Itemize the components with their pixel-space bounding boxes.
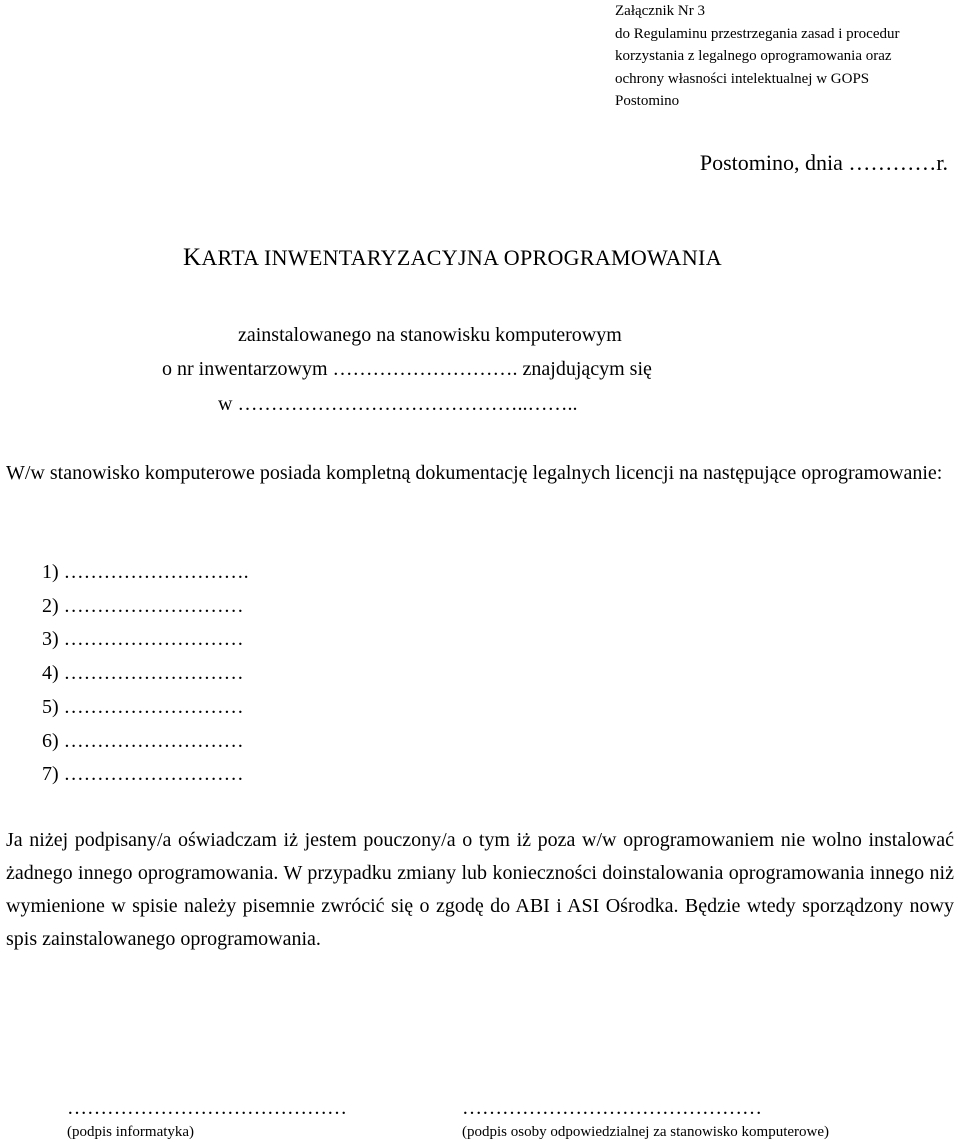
title-first-letter: K bbox=[183, 244, 202, 271]
software-list bbox=[42, 556, 249, 792]
list-item: 7) ……………………… bbox=[42, 763, 244, 786]
list-item: 6) ……………………… bbox=[42, 729, 244, 752]
annex-line: Postomino bbox=[615, 93, 680, 109]
annex-line: do Regulaminu przestrzegania zasad i procedur bbox=[615, 25, 900, 42]
subtitle-line-2: o nr inwentarzowym ………………………. znajdującym się bbox=[162, 358, 652, 380]
list-item: 1) ………………………. bbox=[42, 561, 249, 583]
declaration-paragraph: Ja niżej podpisany/a oświadczam iż jestem pouczony/a o tym iż poza w/w oprogramowaniem nie wolno instalować żadnego innego oprogramowania. W przypadku zmiany lub konieczności doinstalowania oprogramowania innego niż wymienione w spisie należy pisemnie zwrócić się o zgodę do ABI i ASI Ośrodka. Będzie wtedy sporządzony nowy spis zainstalowanego oprogramowania. bbox=[6, 829, 954, 950]
annex-line: ochrony własności intelektualnej w GOPS bbox=[615, 70, 870, 87]
signature-line-responsible: ……………………………………… bbox=[462, 1097, 762, 1119]
signature-caption-responsible: (podpis osoby odpowiedzialnej za stanowisko komputerowe) bbox=[462, 1124, 830, 1140]
place-and-date: Postomino, dnia …………r. bbox=[699, 150, 948, 175]
document-title bbox=[183, 244, 722, 272]
signature-line-it: …………………………………… bbox=[67, 1097, 347, 1119]
subtitle-line-1: zainstalowanego na stanowisku komputerowym bbox=[238, 324, 622, 346]
subtitle-line-3: w ……………………………………..…….. bbox=[218, 393, 578, 415]
annex-line: korzystania z legalnego oprogramowania oraz bbox=[615, 48, 892, 64]
annex-header bbox=[615, 0, 899, 113]
title-rest: ARTA INWENTARYZACYJNA OPROGRAMOWANIA bbox=[201, 245, 722, 270]
list-item: 2) ……………………… bbox=[42, 594, 244, 617]
list-item: 5) ……………………… bbox=[42, 695, 244, 718]
list-item: 4) ……………………… bbox=[42, 662, 244, 685]
licence-statement: W/w stanowisko komputerowe posiada kompletną dokumentację legalnych licencji na następujące oprogramowanie: bbox=[6, 462, 943, 484]
annex-line: Załącznik Nr 3 bbox=[615, 3, 705, 19]
signature-caption-it: (podpis informatyka) bbox=[67, 1124, 195, 1140]
list-item: 3) ……………………… bbox=[42, 628, 244, 651]
